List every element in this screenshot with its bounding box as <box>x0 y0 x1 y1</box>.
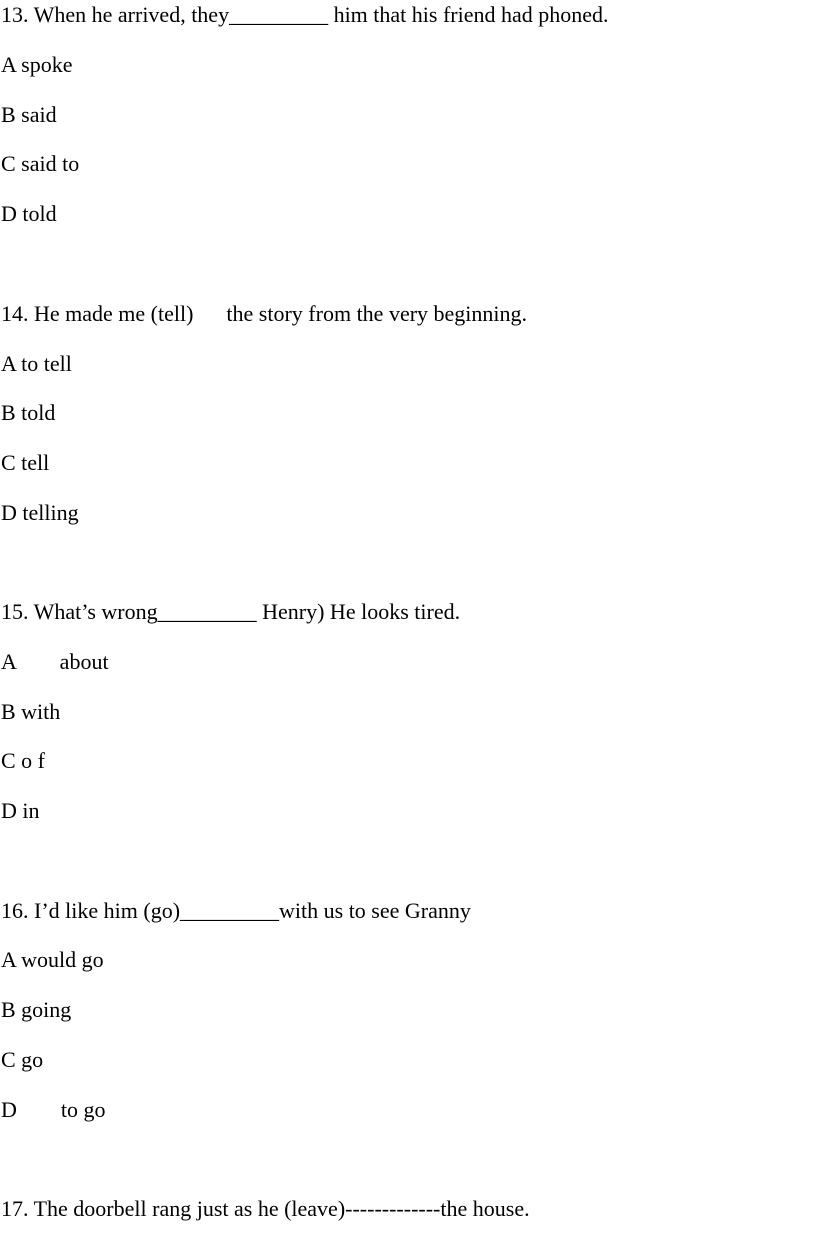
question-14-option-d: D telling <box>1 500 79 525</box>
question-14-option-b: B told <box>1 400 56 425</box>
question-14-option-c: C tell <box>1 450 50 475</box>
question-17-stem: 17. The doorbell rang just as he (leave)-------------the house. <box>1 1196 530 1221</box>
question-16-option-b: B going <box>1 997 72 1022</box>
question-14-option-a: A to tell <box>1 351 72 376</box>
question-13-option-c: C said to <box>1 151 80 176</box>
question-13-option-b: B said <box>1 102 57 127</box>
question-13-option-d: D told <box>1 201 57 226</box>
question-15-stem: 15. What’s wrong_________ Henry) He looks tired. <box>1 599 461 624</box>
question-13-stem: 13. When he arrived, they_________ him that his friend had phoned. <box>1 2 609 27</box>
question-15-option-b: B with <box>1 699 61 724</box>
question-15-option-a: A about <box>1 649 109 674</box>
question-16-option-a: A would go <box>1 947 104 972</box>
question-16-stem: 16. I’d like him (go)_________with us to see Granny <box>1 898 471 923</box>
question-13-option-a: A spoke <box>1 52 73 77</box>
question-16-option-d: D to go <box>1 1097 106 1122</box>
question-14-stem: 14. He made me (tell) the story from the very beginning. <box>1 301 528 326</box>
question-15-option-d: D in <box>1 798 40 823</box>
question-16-option-c: C go <box>1 1047 44 1072</box>
question-15-option-c: C o f <box>1 748 45 773</box>
